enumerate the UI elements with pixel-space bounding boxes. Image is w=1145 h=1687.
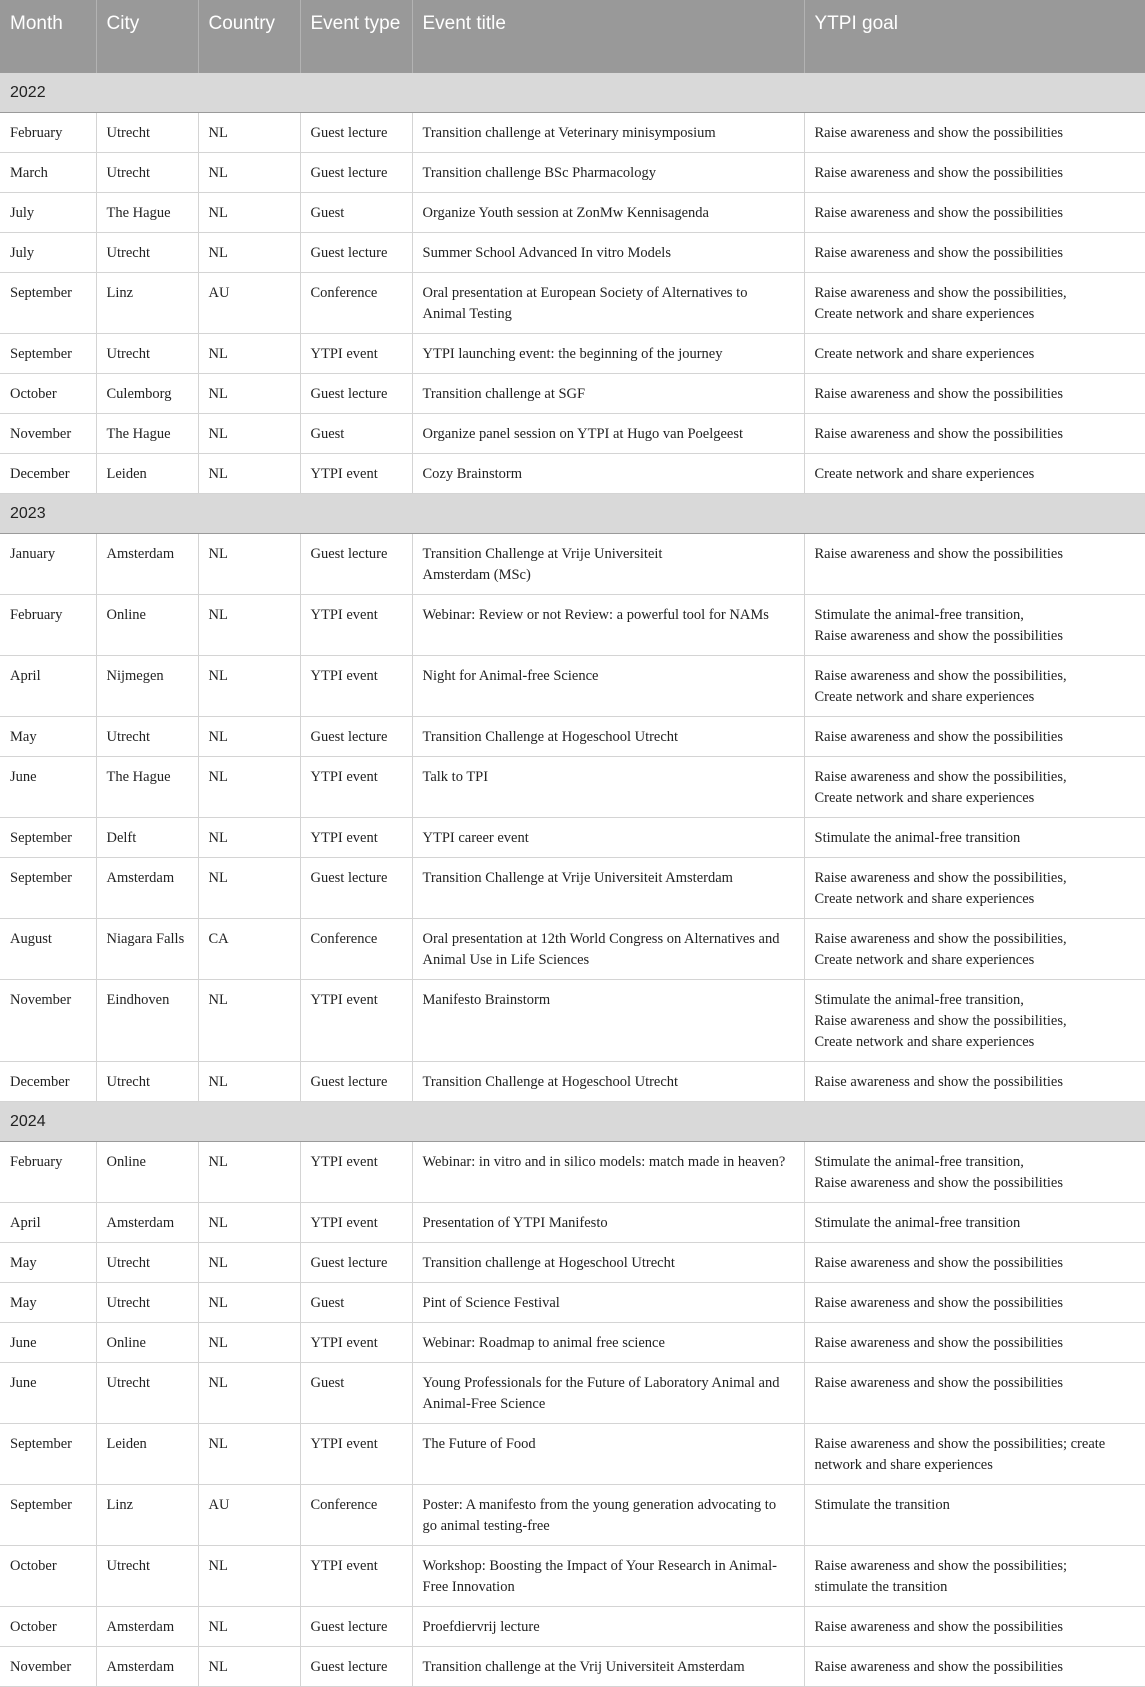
cell-event-type: Guest lecture bbox=[300, 1061, 412, 1101]
cell-month: October bbox=[0, 373, 96, 413]
cell-month: July bbox=[0, 192, 96, 232]
cell-ytpi-goal: Create network and share experiences bbox=[804, 453, 1145, 493]
cell-ytpi-goal: Raise awareness and show the possibilities bbox=[804, 1606, 1145, 1646]
cell-city: Amsterdam bbox=[96, 1606, 198, 1646]
cell-event-type: YTPI event bbox=[300, 333, 412, 373]
table-row bbox=[0, 716, 1145, 756]
cell-city: Amsterdam bbox=[96, 533, 198, 594]
cell-event-title: YTPI career event bbox=[412, 817, 804, 857]
cell-month: November bbox=[0, 413, 96, 453]
cell-month: November bbox=[0, 979, 96, 1061]
cell-event-type: YTPI event bbox=[300, 1202, 412, 1242]
table-row bbox=[0, 1322, 1145, 1362]
cell-month: September bbox=[0, 1423, 96, 1484]
cell-city: Utrecht bbox=[96, 716, 198, 756]
cell-city: Amsterdam bbox=[96, 1646, 198, 1686]
cell-city: Utrecht bbox=[96, 112, 198, 152]
cell-ytpi-goal: Raise awareness and show the possibilities bbox=[804, 373, 1145, 413]
cell-event-title: Webinar: Review or not Review: a powerful tool for NAMs bbox=[412, 594, 804, 655]
table-row bbox=[0, 373, 1145, 413]
cell-month: September bbox=[0, 817, 96, 857]
cell-city: Utrecht bbox=[96, 1545, 198, 1606]
table-row bbox=[0, 1242, 1145, 1282]
table-row bbox=[0, 1423, 1145, 1484]
cell-ytpi-goal: Raise awareness and show the possibilities bbox=[804, 1322, 1145, 1362]
cell-event-type: Guest lecture bbox=[300, 857, 412, 918]
cell-city: Online bbox=[96, 1141, 198, 1202]
cell-city: Linz bbox=[96, 272, 198, 333]
cell-month: February bbox=[0, 594, 96, 655]
cell-ytpi-goal: Raise awareness and show the possibilities bbox=[804, 112, 1145, 152]
cell-city: Culemborg bbox=[96, 373, 198, 413]
table-row bbox=[0, 817, 1145, 857]
cell-country: NL bbox=[198, 1606, 300, 1646]
table-row bbox=[0, 1646, 1145, 1686]
cell-ytpi-goal: Raise awareness and show the possibilities, Create network and share experiences bbox=[804, 655, 1145, 716]
cell-event-title: Oral presentation at 12th World Congress on Alternatives and Animal Use in Life Sciences bbox=[412, 918, 804, 979]
cell-event-title: Transition challenge at Hogeschool Utrecht bbox=[412, 1242, 804, 1282]
cell-month: May bbox=[0, 716, 96, 756]
cell-ytpi-goal: Raise awareness and show the possibilities, Create network and share experiences bbox=[804, 756, 1145, 817]
cell-city: Utrecht bbox=[96, 1242, 198, 1282]
cell-ytpi-goal: Raise awareness and show the possibilities bbox=[804, 413, 1145, 453]
year-label: 2024 bbox=[0, 1101, 1145, 1141]
header-city: City bbox=[96, 0, 198, 72]
cell-country: NL bbox=[198, 453, 300, 493]
year-label: 2023 bbox=[0, 493, 1145, 533]
table-row bbox=[0, 1362, 1145, 1423]
table-row bbox=[0, 112, 1145, 152]
cell-month: February bbox=[0, 1141, 96, 1202]
table-row bbox=[0, 272, 1145, 333]
cell-event-type: Guest lecture bbox=[300, 152, 412, 192]
cell-event-type: Guest bbox=[300, 192, 412, 232]
table-body bbox=[0, 72, 1145, 1686]
cell-ytpi-goal: Raise awareness and show the possibilities bbox=[804, 1242, 1145, 1282]
cell-country: NL bbox=[198, 1141, 300, 1202]
cell-city: Nijmegen bbox=[96, 655, 198, 716]
cell-month: April bbox=[0, 1202, 96, 1242]
cell-city: Linz bbox=[96, 1484, 198, 1545]
table-row bbox=[0, 533, 1145, 594]
cell-ytpi-goal: Raise awareness and show the possibilities bbox=[804, 1646, 1145, 1686]
cell-country: NL bbox=[198, 152, 300, 192]
table-row bbox=[0, 413, 1145, 453]
cell-city: The Hague bbox=[96, 413, 198, 453]
cell-month: July bbox=[0, 232, 96, 272]
cell-month: June bbox=[0, 1322, 96, 1362]
cell-event-type: YTPI event bbox=[300, 1423, 412, 1484]
cell-event-title: Night for Animal-free Science bbox=[412, 655, 804, 716]
cell-event-title: YTPI launching event: the beginning of the journey bbox=[412, 333, 804, 373]
cell-month: September bbox=[0, 1484, 96, 1545]
cell-city: Utrecht bbox=[96, 1061, 198, 1101]
cell-month: April bbox=[0, 655, 96, 716]
cell-event-type: YTPI event bbox=[300, 979, 412, 1061]
cell-country: NL bbox=[198, 1545, 300, 1606]
cell-ytpi-goal: Stimulate the animal-free transition bbox=[804, 1202, 1145, 1242]
cell-month: September bbox=[0, 333, 96, 373]
table-row bbox=[0, 333, 1145, 373]
cell-city: Amsterdam bbox=[96, 1202, 198, 1242]
cell-ytpi-goal: Raise awareness and show the possibilities, Create network and share experiences bbox=[804, 857, 1145, 918]
cell-event-type: YTPI event bbox=[300, 1545, 412, 1606]
cell-event-type: Guest lecture bbox=[300, 1242, 412, 1282]
cell-event-title: Oral presentation at European Society of Alternatives to Animal Testing bbox=[412, 272, 804, 333]
cell-country: NL bbox=[198, 373, 300, 413]
cell-month: February bbox=[0, 112, 96, 152]
cell-month: March bbox=[0, 152, 96, 192]
cell-ytpi-goal: Stimulate the animal-free transition bbox=[804, 817, 1145, 857]
cell-country: NL bbox=[198, 716, 300, 756]
cell-event-type: YTPI event bbox=[300, 1141, 412, 1202]
cell-country: NL bbox=[198, 1362, 300, 1423]
cell-event-type: Conference bbox=[300, 918, 412, 979]
cell-city: Niagara Falls bbox=[96, 918, 198, 979]
header-ytpi-goal: YTPI goal bbox=[804, 0, 1145, 72]
cell-event-type: Guest bbox=[300, 413, 412, 453]
year-label: 2022 bbox=[0, 72, 1145, 112]
cell-event-type: YTPI event bbox=[300, 655, 412, 716]
cell-event-title: Organize panel session on YTPI at Hugo van Poelgeest bbox=[412, 413, 804, 453]
cell-ytpi-goal: Stimulate the animal-free transition, Raise awareness and show the possibilities, Create network and share experiences bbox=[804, 979, 1145, 1061]
cell-ytpi-goal: Stimulate the animal-free transition, Raise awareness and show the possibilities bbox=[804, 1141, 1145, 1202]
cell-event-title: Young Professionals for the Future of Laboratory Animal and Animal-Free Science bbox=[412, 1362, 804, 1423]
cell-ytpi-goal: Raise awareness and show the possibilities bbox=[804, 152, 1145, 192]
cell-event-type: Guest lecture bbox=[300, 716, 412, 756]
cell-month: September bbox=[0, 272, 96, 333]
cell-city: Utrecht bbox=[96, 152, 198, 192]
cell-event-type: Guest lecture bbox=[300, 373, 412, 413]
cell-country: NL bbox=[198, 1061, 300, 1101]
table-row bbox=[0, 1606, 1145, 1646]
cell-ytpi-goal: Raise awareness and show the possibilities, Create network and share experiences bbox=[804, 918, 1145, 979]
year-row bbox=[0, 72, 1145, 112]
cell-event-title: Summer School Advanced In vitro Models bbox=[412, 232, 804, 272]
cell-event-title: Webinar: Roadmap to animal free science bbox=[412, 1322, 804, 1362]
cell-country: NL bbox=[198, 1423, 300, 1484]
cell-country: NL bbox=[198, 1646, 300, 1686]
cell-event-type: YTPI event bbox=[300, 817, 412, 857]
cell-city: Utrecht bbox=[96, 333, 198, 373]
header-event-title: Event title bbox=[412, 0, 804, 72]
cell-event-title: Organize Youth session at ZonMw Kennisagenda bbox=[412, 192, 804, 232]
cell-city: The Hague bbox=[96, 192, 198, 232]
cell-event-title: Transition Challenge at Hogeschool Utrecht bbox=[412, 716, 804, 756]
cell-event-type: Conference bbox=[300, 272, 412, 333]
cell-event-type: YTPI event bbox=[300, 756, 412, 817]
cell-city: Delft bbox=[96, 817, 198, 857]
cell-ytpi-goal: Raise awareness and show the possibilities, Create network and share experiences bbox=[804, 272, 1145, 333]
cell-event-title: Transition challenge at Veterinary minisymposium bbox=[412, 112, 804, 152]
cell-month: August bbox=[0, 918, 96, 979]
cell-ytpi-goal: Create network and share experiences bbox=[804, 333, 1145, 373]
cell-city: Utrecht bbox=[96, 232, 198, 272]
cell-event-type: Guest bbox=[300, 1362, 412, 1423]
cell-ytpi-goal: Raise awareness and show the possibilities; create network and share experiences bbox=[804, 1423, 1145, 1484]
cell-country: NL bbox=[198, 594, 300, 655]
table-row bbox=[0, 152, 1145, 192]
cell-event-title: Transition Challenge at Hogeschool Utrecht bbox=[412, 1061, 804, 1101]
cell-country: NL bbox=[198, 979, 300, 1061]
cell-month: January bbox=[0, 533, 96, 594]
table-row bbox=[0, 1545, 1145, 1606]
cell-country: NL bbox=[198, 1282, 300, 1322]
cell-city: Utrecht bbox=[96, 1282, 198, 1322]
cell-event-title: Proefdiervrij lecture bbox=[412, 1606, 804, 1646]
cell-month: October bbox=[0, 1545, 96, 1606]
cell-country: NL bbox=[198, 533, 300, 594]
cell-event-title: Manifesto Brainstorm bbox=[412, 979, 804, 1061]
cell-ytpi-goal: Stimulate the transition bbox=[804, 1484, 1145, 1545]
cell-city: Eindhoven bbox=[96, 979, 198, 1061]
table-row bbox=[0, 232, 1145, 272]
cell-country: NL bbox=[198, 192, 300, 232]
cell-ytpi-goal: Raise awareness and show the possibilities bbox=[804, 533, 1145, 594]
header-event-type: Event type bbox=[300, 0, 412, 72]
cell-ytpi-goal: Raise awareness and show the possibilities bbox=[804, 1362, 1145, 1423]
cell-city: Leiden bbox=[96, 453, 198, 493]
header-month: Month bbox=[0, 0, 96, 72]
cell-event-title: Presentation of YTPI Manifesto bbox=[412, 1202, 804, 1242]
cell-country: NL bbox=[198, 857, 300, 918]
cell-city: Leiden bbox=[96, 1423, 198, 1484]
cell-event-type: Conference bbox=[300, 1484, 412, 1545]
cell-month: December bbox=[0, 453, 96, 493]
cell-month: May bbox=[0, 1242, 96, 1282]
table-row bbox=[0, 453, 1145, 493]
cell-event-title: Transition Challenge at Vrije Universiteit Amsterdam bbox=[412, 857, 804, 918]
table-row bbox=[0, 979, 1145, 1061]
cell-country: AU bbox=[198, 1484, 300, 1545]
cell-event-title: Workshop: Boosting the Impact of Your Research in Animal-Free Innovation bbox=[412, 1545, 804, 1606]
table-row bbox=[0, 1061, 1145, 1101]
table-row bbox=[0, 1282, 1145, 1322]
cell-event-type: Guest lecture bbox=[300, 232, 412, 272]
cell-event-type: YTPI event bbox=[300, 594, 412, 655]
cell-country: NL bbox=[198, 1322, 300, 1362]
cell-country: NL bbox=[198, 333, 300, 373]
cell-event-title: Webinar: in vitro and in silico models: match made in heaven? bbox=[412, 1141, 804, 1202]
cell-country: NL bbox=[198, 1242, 300, 1282]
cell-event-title: Poster: A manifesto from the young generation advocating to go animal testing-free bbox=[412, 1484, 804, 1545]
year-row bbox=[0, 493, 1145, 533]
table-row bbox=[0, 1202, 1145, 1242]
cell-event-title: Pint of Science Festival bbox=[412, 1282, 804, 1322]
cell-country: NL bbox=[198, 413, 300, 453]
cell-country: NL bbox=[198, 655, 300, 716]
table-row bbox=[0, 1484, 1145, 1545]
cell-ytpi-goal: Raise awareness and show the possibilities bbox=[804, 1061, 1145, 1101]
cell-event-title: Transition Challenge at Vrije Universiteit Amsterdam (MSc) bbox=[412, 533, 804, 594]
cell-ytpi-goal: Raise awareness and show the possibilities bbox=[804, 1282, 1145, 1322]
cell-city: Online bbox=[96, 1322, 198, 1362]
table-row bbox=[0, 918, 1145, 979]
cell-month: October bbox=[0, 1606, 96, 1646]
cell-ytpi-goal: Raise awareness and show the possibilities bbox=[804, 232, 1145, 272]
cell-country: CA bbox=[198, 918, 300, 979]
cell-event-title: Cozy Brainstorm bbox=[412, 453, 804, 493]
cell-month: May bbox=[0, 1282, 96, 1322]
cell-month: September bbox=[0, 857, 96, 918]
cell-city: Online bbox=[96, 594, 198, 655]
table-row bbox=[0, 857, 1145, 918]
cell-country: NL bbox=[198, 817, 300, 857]
cell-country: NL bbox=[198, 756, 300, 817]
cell-ytpi-goal: Raise awareness and show the possibilities; stimulate the transition bbox=[804, 1545, 1145, 1606]
cell-event-type: Guest lecture bbox=[300, 1646, 412, 1686]
year-row bbox=[0, 1101, 1145, 1141]
cell-event-type: YTPI event bbox=[300, 453, 412, 493]
cell-ytpi-goal: Raise awareness and show the possibilities bbox=[804, 716, 1145, 756]
cell-event-type: Guest lecture bbox=[300, 533, 412, 594]
cell-ytpi-goal: Stimulate the animal-free transition, Raise awareness and show the possibilities bbox=[804, 594, 1145, 655]
cell-month: December bbox=[0, 1061, 96, 1101]
cell-city: Amsterdam bbox=[96, 857, 198, 918]
cell-country: NL bbox=[198, 232, 300, 272]
cell-event-type: YTPI event bbox=[300, 1322, 412, 1362]
cell-event-type: Guest lecture bbox=[300, 112, 412, 152]
cell-country: AU bbox=[198, 272, 300, 333]
cell-city: The Hague bbox=[96, 756, 198, 817]
cell-country: NL bbox=[198, 112, 300, 152]
cell-ytpi-goal: Raise awareness and show the possibilities bbox=[804, 192, 1145, 232]
cell-city: Utrecht bbox=[96, 1362, 198, 1423]
cell-month: November bbox=[0, 1646, 96, 1686]
cell-event-title: Transition challenge at SGF bbox=[412, 373, 804, 413]
cell-event-title: Talk to TPI bbox=[412, 756, 804, 817]
cell-event-title: Transition challenge BSc Pharmacology bbox=[412, 152, 804, 192]
cell-country: NL bbox=[198, 1202, 300, 1242]
cell-event-type: Guest bbox=[300, 1282, 412, 1322]
table-row bbox=[0, 756, 1145, 817]
table-header bbox=[0, 0, 1145, 72]
cell-event-type: Guest lecture bbox=[300, 1606, 412, 1646]
table-row bbox=[0, 1141, 1145, 1202]
table-row bbox=[0, 192, 1145, 232]
table-row bbox=[0, 594, 1145, 655]
table-row bbox=[0, 655, 1145, 716]
cell-month: June bbox=[0, 1362, 96, 1423]
cell-event-title: The Future of Food bbox=[412, 1423, 804, 1484]
cell-month: June bbox=[0, 756, 96, 817]
header-country: Country bbox=[198, 0, 300, 72]
cell-event-title: Transition challenge at the Vrij Universiteit Amsterdam bbox=[412, 1646, 804, 1686]
